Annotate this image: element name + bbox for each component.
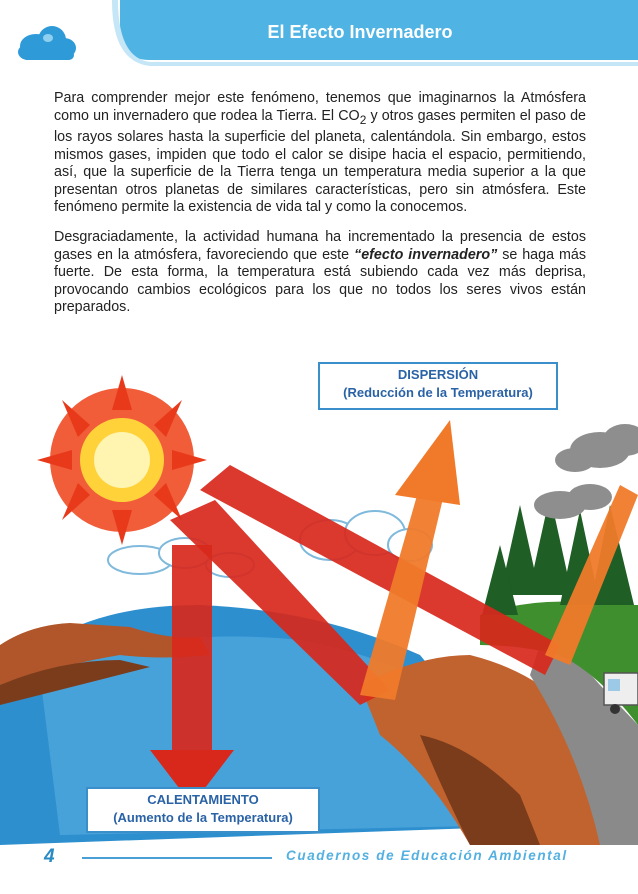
dispersion-title: DISPERSIÓN [397,367,479,382]
paragraph-1 [54,90,586,217]
paragraph-2 [54,229,586,317]
paragraph-2-part-b: se haga más fuerte. De esta forma, la temperatura está subiendo cada vez más deprisa, provocando cambios ecológicos para los que no todos los seres vivos están preparados. [54,246,586,316]
warming-arrow [172,545,212,760]
co2-subscript: 2 [359,112,367,127]
footer-title: Cuadernos de Educación Ambiental [286,848,568,863]
page-number: 4 [44,846,55,867]
cloud-logo-icon [14,20,80,62]
paragraph-2-part-a: Desgraciadamente, la actividad humana ha incrementado la presencia de estos gases en la atmósfera, favoreciendo que este [54,229,586,263]
intro-text [54,90,586,329]
warming-label [86,787,320,833]
dispersion-subtitle: (Reducción de la Temperatura) [343,385,533,400]
greenhouse-illustration [0,355,638,845]
footer-divider [82,857,272,859]
warming-subtitle: (Aumento de la Temperatura) [113,810,293,825]
paragraph-1-part-a: Para comprender mejor este fenómeno, tenemos que imaginarnos la Atmósfera como un invernadero que rodea la Tierra. El CO [54,90,586,124]
page-title: El Efecto Invernadero [267,22,453,42]
dispersion-label [318,362,558,410]
warming-title: CALENTAMIENTO [147,792,259,807]
greenhouse-effect-emphasis: “efecto invernadero” [354,246,498,263]
paragraph-1-part-b: y otros gases permiten el paso de los rayos solares hasta la superficie del planeta, calentándola. Sin embargo, estos mismos gases, impiden que todo el calor se disipe hacia el espacio, permitiendo, así, que la superficie de la Tierra tenga un temperatura media superior a la que presentan otros planetas de similares características, pero sin atmósfera. Este fenómeno permite la existencia de vida tal y como la conocemos. [54,107,587,216]
page-header [0,0,638,74]
